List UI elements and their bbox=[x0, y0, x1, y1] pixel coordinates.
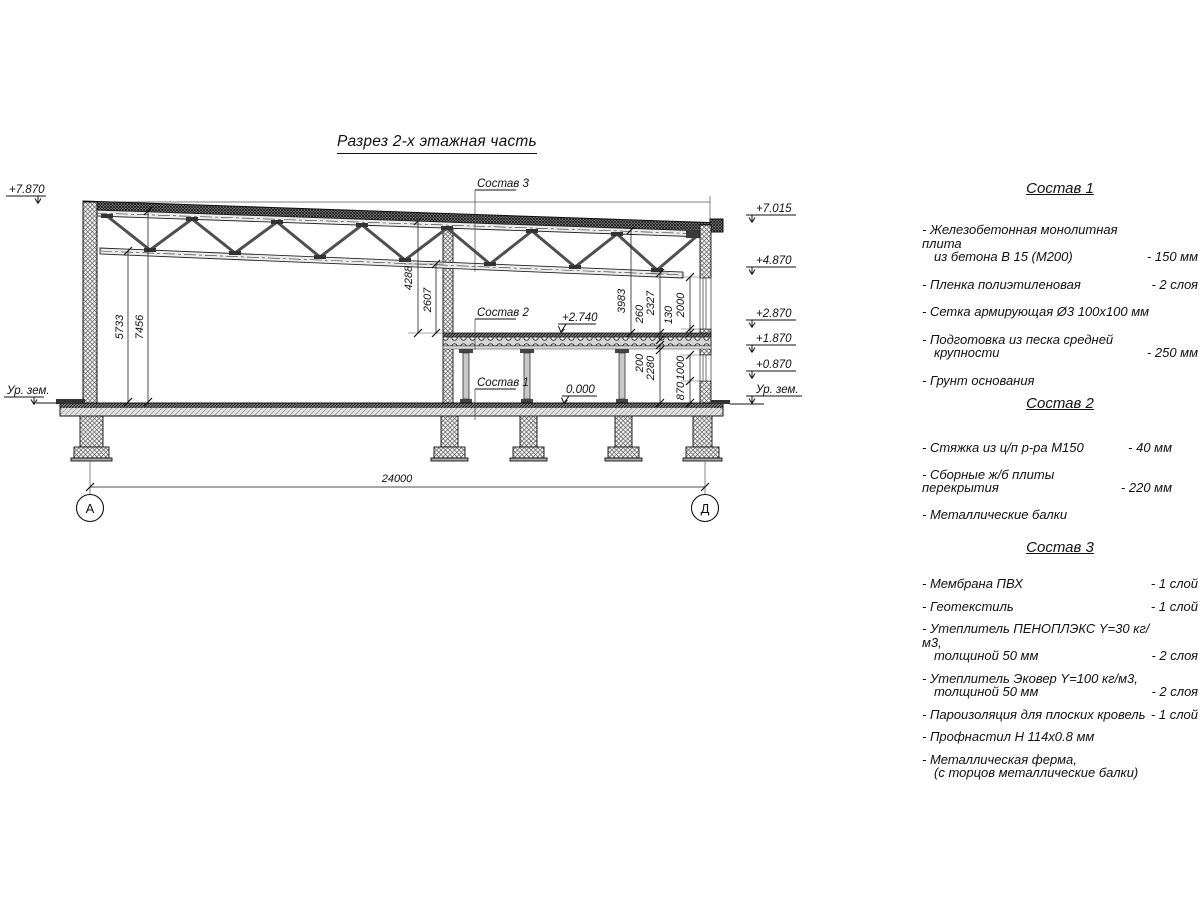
legend-item: - Пленка полиэтиленовая - 2 слоя bbox=[922, 276, 1198, 292]
callout-level-2740: +2.740 bbox=[562, 312, 598, 324]
ground-slab bbox=[36, 399, 764, 416]
elev-right-4870 bbox=[746, 255, 796, 275]
axis-grid bbox=[77, 461, 719, 522]
svg-text:+0.870: +0.870 bbox=[756, 359, 792, 371]
foundations bbox=[71, 416, 722, 461]
dim-chord-slab-right: 2327 bbox=[645, 290, 657, 316]
dim-hall-total: 7456 bbox=[134, 314, 146, 340]
dim-sill-height: 870 bbox=[675, 381, 687, 401]
dim-roof-slab-left: 4288 bbox=[403, 265, 415, 291]
elev-left-ground bbox=[4, 385, 50, 405]
svg-text:+7.870: +7.870 bbox=[9, 184, 45, 196]
legend-heading: Состав 3 bbox=[1026, 539, 1094, 556]
axis-label-a: А bbox=[85, 501, 95, 516]
legend-section-sostav3 bbox=[922, 539, 1198, 789]
dim-window-upper: 2000 bbox=[675, 292, 687, 318]
elev-right-0870 bbox=[746, 359, 796, 379]
legend-item: - Железобетонная монолитная плита из бетона В 15 (М200) - 150 мм bbox=[922, 222, 1198, 264]
dim-floor-clear: 2280 bbox=[645, 355, 657, 381]
elev-right-1870 bbox=[746, 333, 796, 353]
dim-span: 24000 bbox=[381, 473, 413, 485]
svg-text:+1.870: +1.870 bbox=[756, 333, 792, 345]
callout-sostav2: Состав 2 bbox=[477, 307, 529, 319]
legend-item: - Пароизоляция для плоских кровель - 1 слой bbox=[922, 706, 1198, 722]
legend-item: - Металлическая ферма, (с торцов металлические балки) bbox=[922, 751, 1139, 780]
elev-left-top bbox=[6, 184, 46, 204]
legend-item: - Сборные ж/б плиты перекрытия - 220 мм bbox=[922, 466, 1172, 495]
legend-heading: Состав 2 bbox=[1026, 395, 1094, 412]
legend-section-sostav1 bbox=[922, 180, 1198, 401]
dim-chord-slab-left: 2607 bbox=[422, 287, 434, 313]
dim-sill-gap: 130 bbox=[663, 305, 675, 325]
legend-item: - Сетка армирующая Ø3 100х100 мм bbox=[922, 304, 1150, 319]
legend-item: - Подготовка из песка средней крупности - 250 мм bbox=[922, 331, 1198, 360]
dim-hall-clear: 5733 bbox=[114, 314, 126, 340]
legend-item: - Мембрана ПВХ - 1 слой bbox=[922, 576, 1198, 591]
left-wall bbox=[83, 202, 97, 403]
axis-label-d: Д bbox=[700, 501, 710, 516]
drawing-title: Разрез 2-х этажная часть bbox=[337, 133, 537, 154]
legend-item: - Геотекстиль - 1 слой bbox=[922, 598, 1198, 614]
legend-item: - Металлические балки bbox=[922, 506, 1068, 522]
dim-window-lower: 1000 bbox=[675, 355, 687, 381]
callout-sostav3: Состав 3 bbox=[477, 178, 529, 190]
svg-text:+4.870: +4.870 bbox=[756, 255, 792, 267]
dim-roof-slab-right: 3983 bbox=[616, 288, 628, 314]
parapet-cap bbox=[710, 219, 723, 232]
second-floor-slab bbox=[443, 333, 711, 349]
svg-text:+2.870: +2.870 bbox=[756, 308, 792, 320]
callouts bbox=[475, 178, 598, 420]
window-lower bbox=[700, 355, 711, 381]
dim-slab-pack: 260 bbox=[634, 304, 646, 324]
dim-ticks bbox=[124, 207, 694, 407]
svg-text:Ур. зем.: Ур. зем. bbox=[756, 384, 799, 396]
legend-section-sostav2 bbox=[922, 395, 1198, 534]
dim-beam-depth: 200 bbox=[634, 353, 646, 373]
elev-right-7015 bbox=[746, 203, 796, 223]
callout-sostav1: Состав 1 bbox=[477, 377, 529, 389]
callout-level-0: 0.000 bbox=[566, 384, 595, 396]
legend-item: - Утеплитель Эковер Y=100 кг/м3, толщиной 50 мм - 2 слоя bbox=[922, 670, 1198, 699]
columns bbox=[459, 349, 629, 403]
legend-heading: Состав 1 bbox=[1026, 180, 1094, 197]
middle-wall bbox=[443, 229, 453, 403]
window-upper bbox=[700, 278, 711, 329]
svg-text:+7.015: +7.015 bbox=[756, 203, 792, 215]
elev-right-2870 bbox=[746, 308, 796, 328]
truss-end-beam bbox=[686, 230, 700, 238]
legend-item: - Профнастил Н 114х0.8 мм bbox=[922, 729, 1095, 744]
legend-item: - Утеплитель ПЕНОПЛЭКС Y=30 кг/м3, толщиной 50 мм - 2 слоя bbox=[922, 621, 1198, 663]
elev-right-ground bbox=[746, 384, 802, 404]
right-wall bbox=[700, 225, 711, 408]
legend-item: - Грунт основания bbox=[922, 372, 1035, 388]
svg-text:Ур. зем.: Ур. зем. bbox=[7, 385, 50, 397]
legend-item: - Стяжка из ц/п р-ра М150 - 40 мм bbox=[922, 440, 1172, 455]
